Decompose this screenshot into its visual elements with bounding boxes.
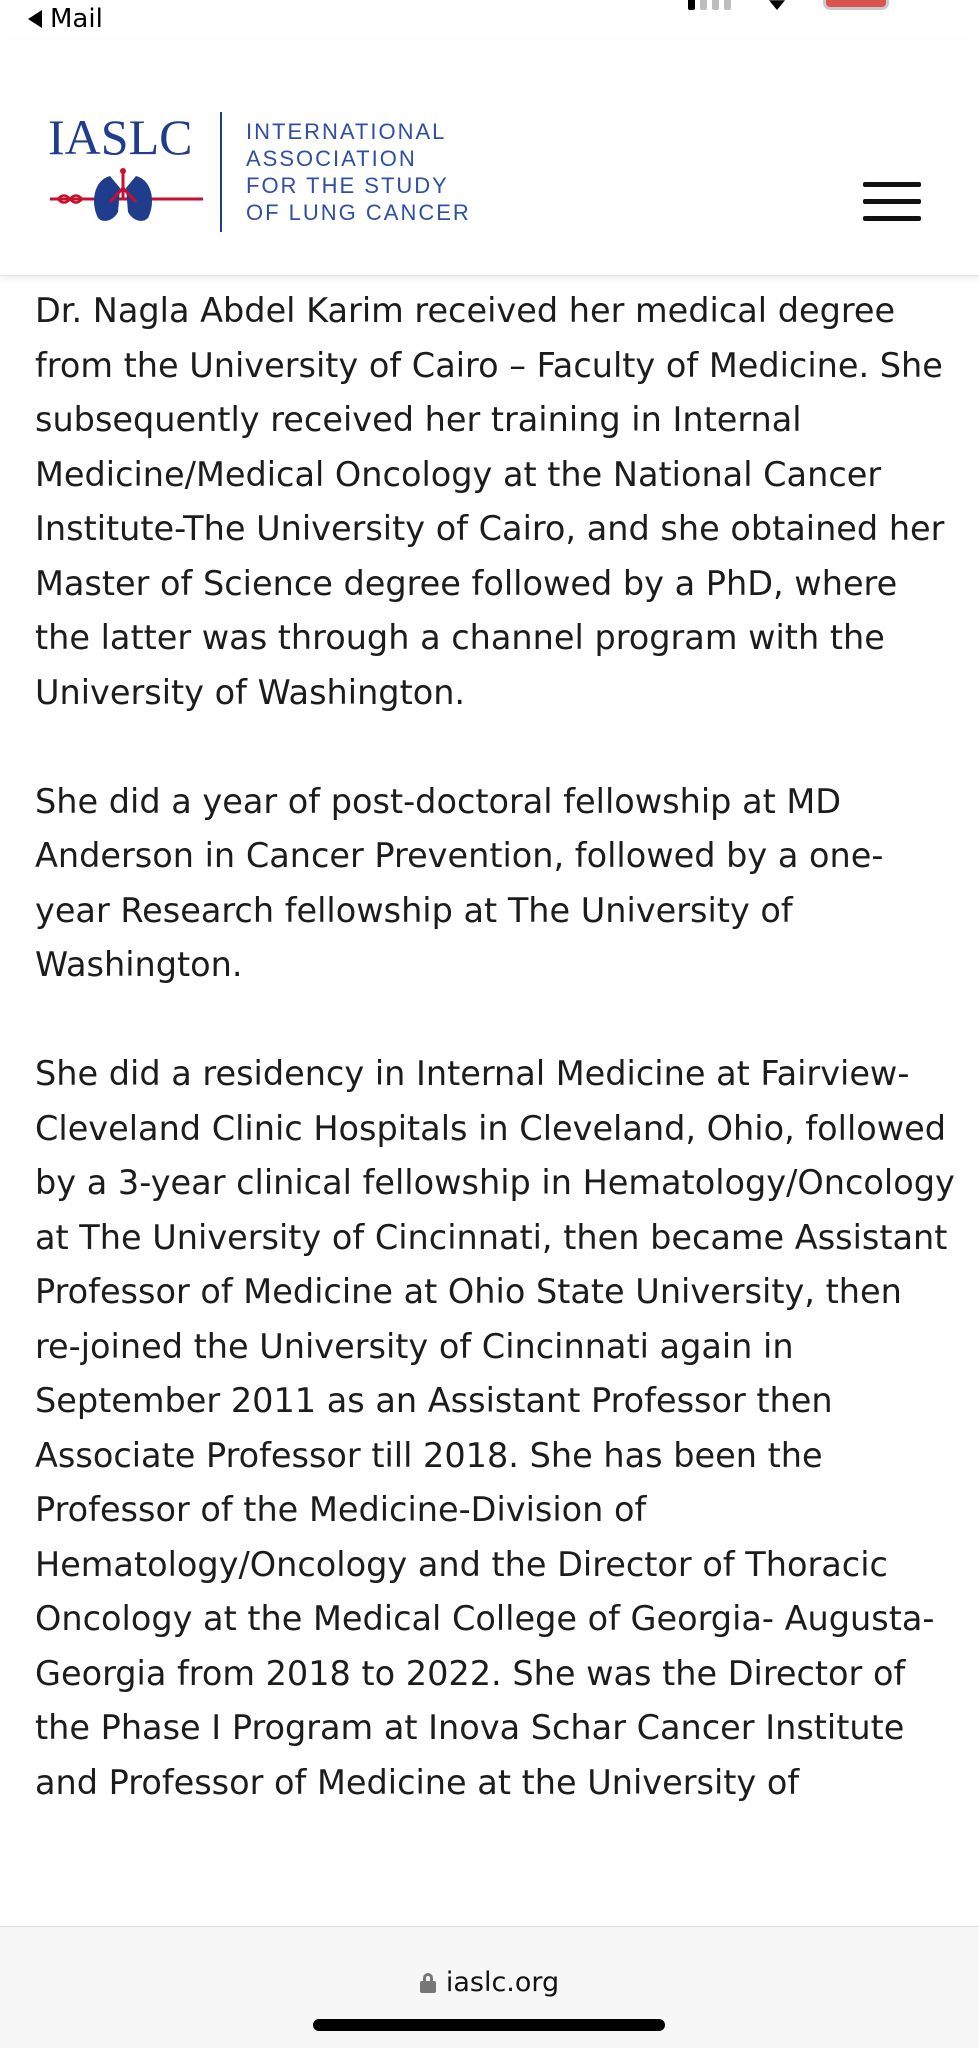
home-indicator[interactable] — [313, 2019, 665, 2031]
url-text: iaslc.org — [445, 1967, 560, 1998]
logo-abbreviation: IASLC — [48, 109, 193, 165]
logo-organization-name — [246, 118, 471, 226]
back-label: Mail — [50, 4, 103, 34]
url-display[interactable] — [0, 1967, 979, 1998]
bio-paragraph: She did a year of post-doctoral fellowship at MD Anderson in Cancer Prevention, followed by a one-year Research fellowship at The University of Washington. — [35, 781, 884, 984]
lock-icon — [420, 1973, 436, 1993]
status-bar — [0, 0, 979, 40]
browser-address-bar[interactable] — [0, 1926, 979, 2048]
site-header — [0, 40, 979, 276]
logo-mark — [48, 108, 198, 236]
wifi-icon — [769, 0, 785, 10]
cellular-signal-icon — [688, 0, 731, 10]
logo-divider — [220, 112, 222, 232]
back-to-mail-link[interactable] — [28, 4, 103, 34]
status-icons — [688, 0, 889, 10]
logo-line: FOR THE STUDY — [246, 173, 449, 198]
iaslc-logo[interactable] — [48, 108, 471, 236]
logo-line: INTERNATIONAL — [246, 119, 447, 144]
logo-line: OF LUNG CANCER — [246, 200, 471, 225]
lung-caduceus-icon — [48, 168, 203, 228]
bio-paragraph: She did a residency in Internal Medicine at Fairview-Cleveland Clinic Hospitals in Cleveland, Ohio, followed by a 3-year clinical fellowship in Hematology/Oncology at The University of Cincinnati, then became Assistant Professor of Medicine at Ohio State University, then re-joined the University of Cincinnati again in September 2011 as an Assistant Professor then Associate Professor till 2018. She has been the Professor of the Medicine-Division of Hematology/Oncology and the Director of Thoracic Oncology at the Medical College of Georgia- Augusta-Georgia from 2018 to 2022. She was the Director of the Phase I Program at Inova Schar Cancer Institute and Professor of Medicine at the University of — [35, 1054, 955, 1802]
bio-paragraph: Dr. Nagla Abdel Karim received her medical degree from the University of Cairo – Faculty of Medicine. She subsequently received her training in Internal Medicine/Medical Oncology at the National Cancer Institute-The University of Cairo, and she obtained her Master of Science degree followed by a PhD, where the latter was through a channel program with the University of Washington. — [35, 291, 945, 712]
bio-article — [35, 284, 955, 1920]
back-arrow-icon — [28, 10, 42, 28]
logo-line: ASSOCIATION — [246, 146, 417, 171]
hamburger-menu-icon[interactable] — [863, 182, 921, 222]
battery-icon — [823, 0, 889, 10]
